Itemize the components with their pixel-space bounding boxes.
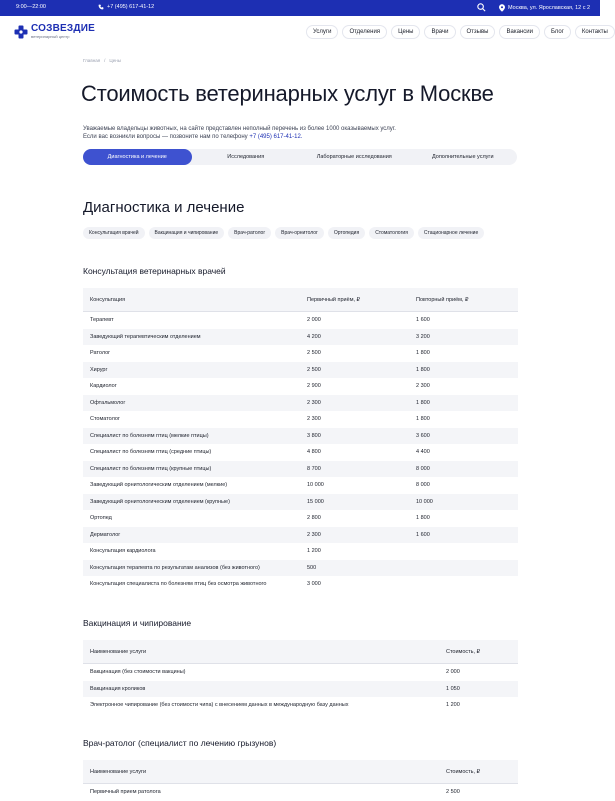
logo-subtitle: ветеринарный центр bbox=[31, 34, 70, 39]
repeat-visit-price: 8 000 bbox=[416, 465, 430, 472]
repeat-visit-price: 3 600 bbox=[416, 432, 430, 439]
nav-doctors[interactable]: Врачи bbox=[424, 25, 455, 39]
table-row bbox=[83, 477, 518, 494]
service-name: Ортопед bbox=[90, 515, 112, 521]
page-title: Стоимость ветеринарных услуг в Москве bbox=[81, 81, 494, 106]
table-row bbox=[83, 312, 518, 329]
service-name: Терапевт bbox=[90, 317, 114, 323]
vaccination-table bbox=[83, 640, 518, 714]
service-name: Электронное чипирование (без стоимости чипа) с внесением данных в международную базу данных bbox=[90, 702, 349, 708]
main-nav bbox=[306, 25, 615, 39]
repeat-visit-price: 1 800 bbox=[416, 350, 430, 356]
tab-diagnostics[interactable]: Диагностика и лечение bbox=[83, 149, 192, 165]
service-name: Ратолог bbox=[90, 350, 111, 356]
table-row bbox=[83, 784, 518, 801]
first-visit-price: 15 000 bbox=[307, 498, 324, 505]
header-cell: Стоимость, ₽ bbox=[446, 769, 481, 775]
nav-prices[interactable]: Цены bbox=[391, 25, 420, 39]
first-visit-price: 2 800 bbox=[307, 515, 321, 521]
tab-research[interactable]: Исследования bbox=[227, 154, 265, 160]
repeat-visit-price: 1 800 bbox=[416, 416, 430, 422]
table-row bbox=[83, 576, 518, 593]
service-name: Заведующий терапевтическим отделением bbox=[90, 333, 201, 340]
ratology-table bbox=[83, 760, 518, 801]
header-cell: Первичный приём, ₽ bbox=[307, 297, 361, 303]
nav-departments[interactable]: Отделения bbox=[342, 25, 387, 39]
table-row bbox=[83, 543, 518, 560]
table-row bbox=[83, 362, 518, 379]
working-hours: 9:00—22:00 bbox=[16, 4, 46, 10]
service-name: Консультация кардиолога bbox=[90, 548, 156, 554]
location-pin-icon bbox=[499, 4, 505, 12]
service-name: Консультация терапевта по результатам анализов (без животного) bbox=[90, 564, 260, 571]
repeat-visit-price: 1 800 bbox=[416, 515, 430, 521]
first-visit-price: 2 900 bbox=[307, 383, 321, 389]
repeat-visit-price: 1 600 bbox=[416, 531, 430, 538]
service-price: 1 050 bbox=[446, 685, 460, 692]
table-row bbox=[83, 697, 518, 714]
table-header bbox=[83, 760, 518, 784]
intro-text bbox=[83, 125, 413, 141]
service-name: Дерматолог bbox=[90, 531, 121, 538]
first-visit-price: 2 500 bbox=[307, 350, 321, 356]
service-name: Специалист по болезням птиц (средние птицы) bbox=[90, 449, 212, 455]
table-row bbox=[83, 664, 518, 681]
header-cell: Стоимость, ₽ bbox=[446, 649, 481, 655]
chip-ornithologist[interactable]: Врач-орнитолог bbox=[275, 227, 324, 239]
repeat-visit-price: 1 600 bbox=[416, 317, 430, 323]
intro-line-2: Если вас возникли вопросы — позвоните нам по телефону bbox=[83, 134, 248, 140]
top-bar bbox=[0, 0, 600, 16]
first-visit-price: 2 500 bbox=[307, 366, 321, 373]
service-name: Офтальмолог bbox=[90, 399, 126, 406]
header-cell: Наименование услуги bbox=[90, 769, 147, 775]
first-visit-price: 4 800 bbox=[307, 449, 321, 455]
site-header bbox=[0, 16, 608, 52]
first-visit-price: 2 300 bbox=[307, 531, 321, 538]
table-row bbox=[83, 510, 518, 527]
logo-cross-icon bbox=[14, 25, 28, 39]
nav-contacts[interactable]: Контакты bbox=[575, 25, 615, 39]
table-row bbox=[83, 378, 518, 395]
nav-reviews[interactable]: Отзывы bbox=[460, 25, 496, 39]
intro-phone-link[interactable]: +7 (495) 617-41-12. bbox=[249, 134, 303, 140]
first-visit-price: 1 200 bbox=[307, 548, 321, 554]
table-row bbox=[83, 494, 518, 511]
nav-services[interactable]: Услуги bbox=[306, 25, 338, 39]
logo[interactable] bbox=[14, 24, 95, 39]
first-visit-price: 2 000 bbox=[307, 317, 321, 323]
header-cell: Наименование услуги bbox=[90, 649, 147, 655]
table-row bbox=[83, 444, 518, 461]
table-row bbox=[83, 329, 518, 346]
nav-vacancies[interactable]: Вакансии bbox=[499, 25, 539, 39]
service-name: Заведующий орнитологическим отделением (мелкие) bbox=[90, 482, 228, 488]
breadcrumb-current: Цены bbox=[109, 58, 121, 63]
top-phone-text: +7 (495) 617-41-12 bbox=[107, 4, 155, 10]
first-visit-price: 500 bbox=[307, 564, 317, 571]
vaccination-table-title: Вакцинация и чипирование bbox=[83, 618, 192, 628]
first-visit-price: 2 300 bbox=[307, 416, 321, 422]
first-visit-price: 10 000 bbox=[307, 482, 324, 488]
table-row bbox=[83, 345, 518, 362]
service-price: 2 000 bbox=[446, 669, 460, 675]
service-name: Заведующий орнитологическим отделением (крупные) bbox=[90, 498, 230, 505]
chip-ratologist[interactable]: Врач-ратолог bbox=[228, 227, 271, 239]
service-name: Первичный прием ратолога bbox=[90, 789, 161, 795]
first-visit-price: 3 000 bbox=[307, 581, 321, 587]
category-tabs bbox=[83, 149, 517, 165]
chip-vaccination[interactable]: Вакцинация и чипирование bbox=[149, 227, 225, 239]
table-row bbox=[83, 461, 518, 478]
service-name: Хирург bbox=[90, 366, 108, 373]
phone-icon bbox=[98, 4, 104, 10]
repeat-visit-price: 3 200 bbox=[416, 333, 430, 340]
breadcrumb-separator: / bbox=[104, 58, 106, 63]
tab-lab-research[interactable]: Лабораторные исследования bbox=[316, 154, 392, 160]
service-name: Вакцинация кроликов bbox=[90, 685, 146, 692]
table-header bbox=[83, 288, 518, 312]
repeat-visit-price: 1 800 bbox=[416, 366, 430, 373]
service-name: Консультация специалиста по болезням птиц без осмотра животного bbox=[90, 581, 267, 587]
address-link[interactable] bbox=[499, 4, 590, 12]
chip-consultations[interactable]: Консультация врачей bbox=[83, 227, 145, 239]
service-name: Специалист по болезням птиц (мелкие птицы) bbox=[90, 432, 209, 439]
table-row bbox=[83, 411, 518, 428]
header-cell: Повторный приём, ₽ bbox=[416, 297, 469, 303]
chip-inpatient[interactable]: Стационарное лечение bbox=[418, 227, 484, 239]
section-title: Диагностика и лечение bbox=[83, 199, 245, 216]
table-row bbox=[83, 560, 518, 577]
logo-name: СОЗВЕЗДИЕ bbox=[31, 23, 95, 34]
repeat-visit-price: 10 000 bbox=[416, 498, 433, 505]
header-cell: Консультация bbox=[90, 297, 126, 303]
subsection-chips bbox=[83, 227, 484, 239]
chip-dentistry[interactable]: Стоматология bbox=[369, 227, 414, 239]
service-price: 1 200 bbox=[446, 702, 460, 708]
breadcrumb-home[interactable]: Главная bbox=[83, 58, 101, 63]
ratology-table-title: Врач-ратолог (специалист по лечению грызунов) bbox=[83, 738, 277, 748]
service-name: Кардиолог bbox=[90, 383, 117, 389]
breadcrumb bbox=[83, 58, 121, 63]
service-name: Специалист по болезням птиц (крупные птицы) bbox=[90, 465, 212, 472]
table-row bbox=[83, 681, 518, 698]
nav-blog[interactable]: Блог bbox=[544, 25, 571, 39]
first-visit-price: 8 700 bbox=[307, 465, 321, 472]
tab-additional-services[interactable]: Дополнительные услуги bbox=[431, 154, 494, 160]
address-text: Москва, ул. Ярославская, 12 с 2 bbox=[508, 5, 591, 11]
repeat-visit-price: 8 000 bbox=[416, 482, 430, 488]
chip-orthopedics[interactable]: Ортопедия bbox=[328, 227, 365, 239]
repeat-visit-price: 1 800 bbox=[416, 399, 430, 406]
top-phone-link[interactable] bbox=[98, 4, 154, 10]
search-icon[interactable] bbox=[476, 2, 487, 13]
table-row bbox=[83, 527, 518, 544]
service-price: 2 500 bbox=[446, 789, 460, 795]
table-header bbox=[83, 640, 518, 664]
repeat-visit-price: 4 400 bbox=[416, 449, 430, 455]
repeat-visit-price: 2 300 bbox=[416, 383, 430, 389]
first-visit-price: 3 800 bbox=[307, 432, 321, 439]
table-row bbox=[83, 428, 518, 445]
intro-line-1: Уважаемые владельцы животных, на сайте представлен неполный перечень из более 1000 оказываемых услуг. bbox=[83, 126, 396, 132]
consult-table bbox=[83, 288, 518, 593]
consult-table-title: Консультация ветеринарных врачей bbox=[83, 266, 226, 276]
service-name: Стоматолог bbox=[90, 416, 120, 422]
first-visit-price: 2 300 bbox=[307, 399, 321, 406]
service-name: Вакцинация (без стоимости вакцины) bbox=[90, 669, 186, 675]
first-visit-price: 4 200 bbox=[307, 333, 321, 340]
table-row bbox=[83, 395, 518, 412]
